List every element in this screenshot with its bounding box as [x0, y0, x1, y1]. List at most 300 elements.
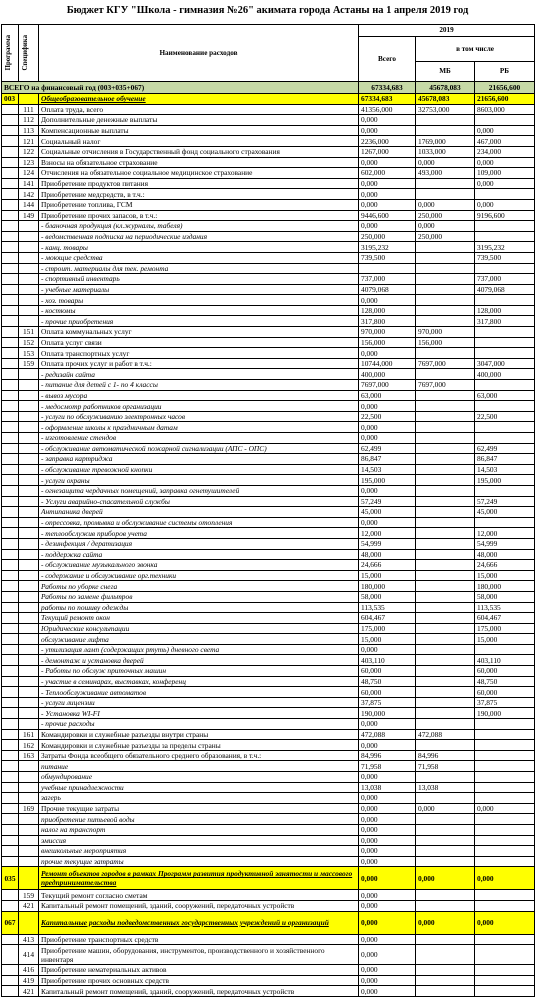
program-cell [2, 221, 19, 232]
name-cell: - дезинфекция / дератизация [39, 538, 359, 549]
name-cell: - Услуги аварийно-спасательной службы [39, 496, 359, 507]
mb-cell [416, 945, 475, 965]
total-cell: 48,750 [359, 676, 416, 687]
total-cell: 190,000 [359, 708, 416, 719]
mb-cell: 0,000 [416, 221, 475, 232]
total-cell: 0,000 [359, 125, 416, 136]
mb-cell [416, 986, 475, 997]
table-row [2, 911, 535, 934]
program-cell [2, 729, 19, 740]
total-cell: 63,000 [359, 390, 416, 401]
name-cell: Дополнительные денежные выплаты [39, 115, 359, 126]
rb-cell [475, 485, 535, 496]
rb-cell: 317,800 [475, 316, 535, 327]
total-cell: 317,800 [359, 316, 416, 327]
total-cell: 0,000 [359, 911, 416, 934]
specific-cell [19, 570, 39, 581]
total-cell: 0,000 [359, 890, 416, 901]
program-cell [2, 146, 19, 157]
mb-cell: 71,958 [416, 761, 475, 772]
table-row [2, 538, 535, 549]
name-cell: Приобретение нематериальных активов [39, 965, 359, 976]
specific-cell [19, 613, 39, 624]
rb-cell [475, 750, 535, 761]
specific-cell: 141 [19, 178, 39, 189]
rb-cell [475, 824, 535, 835]
program-cell [2, 507, 19, 518]
col-rb-header: РБ [475, 62, 535, 82]
program-cell [2, 740, 19, 751]
table-row [2, 900, 535, 911]
rb-cell: 0,000 [475, 199, 535, 210]
total-cell: 0,000 [359, 719, 416, 730]
total-cell: 0,000 [359, 178, 416, 189]
rb-cell [475, 337, 535, 348]
rb-cell: 45,000 [475, 507, 535, 518]
name-cell: Прочие текущие затраты [39, 803, 359, 814]
name-cell: работы по пошиву одежды [39, 602, 359, 613]
name-cell: - вывоз мусора [39, 390, 359, 401]
program-cell [2, 676, 19, 687]
mb-cell [416, 570, 475, 581]
mb-cell: 84,996 [416, 750, 475, 761]
total-cell: 400,000 [359, 369, 416, 380]
specific-cell: 421 [19, 986, 39, 997]
specific-cell [19, 443, 39, 454]
program-cell [2, 115, 19, 126]
table-row [2, 697, 535, 708]
table-row [2, 242, 535, 253]
name-cell: питание [39, 761, 359, 772]
name-cell: - канц. товары [39, 242, 359, 253]
total-cell: 58,000 [359, 591, 416, 602]
specific-cell [19, 517, 39, 528]
specific-cell [19, 719, 39, 730]
table-row [2, 772, 535, 783]
total-cell: 0,000 [359, 517, 416, 528]
rb-cell [475, 231, 535, 242]
table-row [2, 401, 535, 412]
program-cell [2, 856, 19, 867]
specific-cell [19, 623, 39, 634]
rb-cell [475, 401, 535, 412]
specific-cell: 112 [19, 115, 39, 126]
specific-cell [19, 496, 39, 507]
table-row [2, 846, 535, 857]
name-cell: - оформление школы к праздничным датам [39, 422, 359, 433]
table-row [2, 591, 535, 602]
specific-cell [19, 316, 39, 327]
name-cell: - участие в семинарах, выставках, конференц [39, 676, 359, 687]
table-row [2, 475, 535, 486]
table-row [2, 687, 535, 698]
program-cell [2, 835, 19, 846]
name-cell: Текущий ремонт согласно сметам [39, 890, 359, 901]
mb-cell [416, 284, 475, 295]
table-row [2, 252, 535, 263]
mb-cell [416, 613, 475, 624]
rb-cell [475, 729, 535, 740]
name-cell: Юридические консультации [39, 623, 359, 634]
name-cell: Социальные отчисления в Государственный фонд социального страхования [39, 146, 359, 157]
program-cell [2, 199, 19, 210]
program-cell [2, 104, 19, 115]
total-cell: 0,000 [359, 422, 416, 433]
table-row [2, 136, 535, 147]
program-cell [2, 369, 19, 380]
rb-cell [475, 189, 535, 200]
total-cell: 14,503 [359, 464, 416, 475]
rb-cell: 22,500 [475, 411, 535, 422]
name-cell: обслуживание лифта [39, 634, 359, 645]
table-row [2, 358, 535, 369]
summary-row [2, 82, 535, 94]
name-cell: Оплата труда, всего [39, 104, 359, 115]
rb-cell: 21656,600 [475, 94, 535, 105]
name-cell: - заправка картриджа [39, 454, 359, 465]
rb-cell: 180,000 [475, 581, 535, 592]
specific-cell: 161 [19, 729, 39, 740]
rb-cell [475, 433, 535, 444]
name-cell: Приобретение медсредств, в т.ч.: [39, 189, 359, 200]
total-cell: 472,088 [359, 729, 416, 740]
table-row [2, 274, 535, 285]
rb-cell [475, 263, 535, 274]
rb-cell: 113,535 [475, 602, 535, 613]
table-row [2, 602, 535, 613]
specific-cell [19, 634, 39, 645]
total-cell: 0,000 [359, 846, 416, 857]
specific-cell [19, 549, 39, 560]
name-cell: Взносы на обязательное страхование [39, 157, 359, 168]
table-row [2, 945, 535, 965]
specific-cell: 163 [19, 750, 39, 761]
mb-cell [416, 719, 475, 730]
total-cell: 0,000 [359, 867, 416, 890]
mb-cell [416, 411, 475, 422]
program-cell [2, 517, 19, 528]
total-cell: 67334,683 [359, 94, 416, 105]
specific-cell [19, 856, 39, 867]
program-cell [2, 125, 19, 136]
mb-cell [416, 975, 475, 986]
mb-cell: 32753,000 [416, 104, 475, 115]
specific-cell [19, 411, 39, 422]
rb-cell: 0,000 [475, 803, 535, 814]
table-row [2, 676, 535, 687]
program-cell [2, 975, 19, 986]
rb-cell [475, 115, 535, 126]
specific-cell [19, 221, 39, 232]
name-cell: Командировки и служебные разъезды за пределы страны [39, 740, 359, 751]
mb-cell [416, 538, 475, 549]
table-row [2, 814, 535, 825]
mb-cell: 0,000 [416, 867, 475, 890]
name-cell: Оплата коммунальных услуг [39, 327, 359, 338]
name-cell: Приобретение топлива, ГСМ [39, 199, 359, 210]
rb-cell [475, 965, 535, 976]
name-cell: Антипаника дверей [39, 507, 359, 518]
specific-cell [19, 867, 39, 890]
mb-cell [416, 496, 475, 507]
mb-cell [416, 793, 475, 804]
mb-cell [416, 454, 475, 465]
total-cell: 0,000 [359, 793, 416, 804]
specific-cell [19, 697, 39, 708]
mb-cell [416, 517, 475, 528]
specific-cell [19, 676, 39, 687]
name-cell: Приобретение прочих запасов, в т.ч.: [39, 210, 359, 221]
specific-cell [19, 94, 39, 105]
program-cell [2, 443, 19, 454]
rb-cell [475, 772, 535, 783]
rb-cell: 4079,068 [475, 284, 535, 295]
mb-cell [416, 274, 475, 285]
col-specific-header: Специфика [19, 25, 39, 82]
mb-cell [416, 549, 475, 560]
specific-cell: 416 [19, 965, 39, 976]
rb-cell: 3195,232 [475, 242, 535, 253]
mb-cell [416, 422, 475, 433]
program-cell [2, 934, 19, 945]
total-cell: 2236,000 [359, 136, 416, 147]
specific-cell: 121 [19, 136, 39, 147]
program-cell [2, 327, 19, 338]
program-cell [2, 348, 19, 359]
program-cell [2, 945, 19, 965]
total-cell: 175,000 [359, 623, 416, 634]
mb-cell [416, 965, 475, 976]
total-cell: 0,000 [359, 824, 416, 835]
program-cell [2, 189, 19, 200]
name-cell: - Работы по обслуж приточных машин [39, 666, 359, 677]
name-cell: Работы по уборке снега [39, 581, 359, 592]
total-cell: 128,000 [359, 305, 416, 316]
total-cell: 13,038 [359, 782, 416, 793]
name-cell: приобретение питьевой воды [39, 814, 359, 825]
specific-cell [19, 793, 39, 804]
budget-table [1, 24, 535, 997]
program-cell [2, 284, 19, 295]
table-row [2, 549, 535, 560]
mb-cell [416, 697, 475, 708]
total-cell: 0,000 [359, 772, 416, 783]
rb-cell [475, 986, 535, 997]
name-cell: - ведомственная подписка на периодические издания [39, 231, 359, 242]
specific-cell [19, 231, 39, 242]
total-cell: 250,000 [359, 231, 416, 242]
specific-cell: 113 [19, 125, 39, 136]
mb-cell: 1033,000 [416, 146, 475, 157]
total-cell: 0,000 [359, 401, 416, 412]
specific-cell [19, 782, 39, 793]
summary-rb: 21656,600 [475, 82, 535, 94]
mb-cell [416, 178, 475, 189]
rb-cell: 24,666 [475, 560, 535, 571]
total-cell: 41356,000 [359, 104, 416, 115]
table-row [2, 740, 535, 751]
mb-cell [416, 125, 475, 136]
total-cell: 0,000 [359, 199, 416, 210]
program-cell [2, 157, 19, 168]
program-cell [2, 358, 19, 369]
rb-cell: 0,000 [475, 157, 535, 168]
program-cell [2, 454, 19, 465]
mb-cell [416, 464, 475, 475]
total-cell: 0,000 [359, 644, 416, 655]
total-cell: 156,000 [359, 337, 416, 348]
mb-cell [416, 401, 475, 412]
total-cell: 737,000 [359, 274, 416, 285]
specific-cell [19, 305, 39, 316]
mb-cell [416, 687, 475, 698]
name-cell: обмундирование [39, 772, 359, 783]
name-cell: Приобретение машин, оборудования, инструментов, производственного и хозяйственного инвентаря [39, 945, 359, 965]
table-row [2, 965, 535, 976]
name-cell: - поддержка сайта [39, 549, 359, 560]
program-cell: 003 [2, 94, 19, 105]
mb-cell [416, 581, 475, 592]
name-cell: - услуги охраны [39, 475, 359, 486]
rb-cell: 54,999 [475, 538, 535, 549]
name-cell: Затраты Фонда всеобщего обязательного среднего образования, в т.ч.: [39, 750, 359, 761]
mb-cell: 0,000 [416, 911, 475, 934]
program-cell [2, 496, 19, 507]
summary-label: ВСЕГО на финансовый год (003+035+067) [2, 82, 359, 94]
mb-cell [416, 189, 475, 200]
mb-cell: 493,000 [416, 168, 475, 179]
program-cell [2, 337, 19, 348]
program-cell [2, 890, 19, 901]
name-cell: Капитальные расходы подведомственных государственных учреждений и организаций [39, 911, 359, 934]
mb-cell [416, 890, 475, 901]
name-cell: налог на транспорт [39, 824, 359, 835]
name-cell: - хоз. товары [39, 295, 359, 306]
table-row [2, 189, 535, 200]
program-cell [2, 750, 19, 761]
rb-cell [475, 782, 535, 793]
total-cell: 9446,600 [359, 210, 416, 221]
table-row [2, 316, 535, 327]
program-cell [2, 422, 19, 433]
program-cell [2, 390, 19, 401]
name-cell: - костюмы [39, 305, 359, 316]
rb-cell: 3047,000 [475, 358, 535, 369]
program-cell [2, 761, 19, 772]
rb-cell [475, 761, 535, 772]
table-row [2, 178, 535, 189]
total-cell: 62,499 [359, 443, 416, 454]
program-cell [2, 401, 19, 412]
year-header: 2019 [359, 25, 535, 37]
rb-cell [475, 740, 535, 751]
program-cell [2, 634, 19, 645]
rb-cell: 62,499 [475, 443, 535, 454]
rb-cell: 15,000 [475, 570, 535, 581]
col-total-header: Всего [359, 37, 416, 82]
name-cell: Оплата услуг связи [39, 337, 359, 348]
total-cell: 0,000 [359, 740, 416, 751]
total-cell: 22,500 [359, 411, 416, 422]
name-cell: Текущий ремонт окон [39, 613, 359, 624]
table-row [2, 369, 535, 380]
total-cell: 0,000 [359, 856, 416, 867]
program-cell [2, 613, 19, 624]
total-cell: 0,000 [359, 157, 416, 168]
rb-cell [475, 517, 535, 528]
table-row [2, 115, 535, 126]
name-cell: - редизайн сайта [39, 369, 359, 380]
mb-cell: 45678,083 [416, 94, 475, 105]
table-row [2, 655, 535, 666]
specific-cell [19, 602, 39, 613]
total-cell: 45,000 [359, 507, 416, 518]
program-cell [2, 581, 19, 592]
name-cell: Оплата прочих услуг и работ в т.ч.: [39, 358, 359, 369]
specific-cell: 162 [19, 740, 39, 751]
specific-cell [19, 369, 39, 380]
mb-cell [416, 814, 475, 825]
specific-cell: 122 [19, 146, 39, 157]
total-cell: 403,110 [359, 655, 416, 666]
table-row [2, 613, 535, 624]
table-row [2, 411, 535, 422]
total-cell: 0,000 [359, 115, 416, 126]
total-cell: 0,000 [359, 803, 416, 814]
mb-cell [416, 835, 475, 846]
program-cell [2, 464, 19, 475]
program-cell [2, 485, 19, 496]
specific-cell: 419 [19, 975, 39, 986]
program-cell [2, 528, 19, 539]
table-row [2, 750, 535, 761]
table-row [2, 168, 535, 179]
table-row [2, 284, 535, 295]
total-cell: 0,000 [359, 900, 416, 911]
program-cell [2, 136, 19, 147]
mb-cell [416, 644, 475, 655]
mb-cell [416, 348, 475, 359]
table-row [2, 422, 535, 433]
rb-cell [475, 295, 535, 306]
total-cell: 48,000 [359, 549, 416, 560]
program-cell [2, 623, 19, 634]
mb-cell: 0,000 [416, 199, 475, 210]
rb-cell [475, 348, 535, 359]
table-row [2, 125, 535, 136]
specific-cell [19, 772, 39, 783]
rb-cell: 60,000 [475, 666, 535, 677]
program-cell [2, 168, 19, 179]
mb-cell: 7697,000 [416, 358, 475, 369]
rb-cell [475, 327, 535, 338]
rb-cell: 15,000 [475, 634, 535, 645]
name-cell: - демонтаж и установка дверей [39, 655, 359, 666]
name-cell: Работы по замене фильтров [39, 591, 359, 602]
total-cell: 113,535 [359, 602, 416, 613]
table-row [2, 856, 535, 867]
name-cell: - спортивный инвентарь [39, 274, 359, 285]
specific-cell [19, 911, 39, 934]
name-cell: прочие текущие затраты [39, 856, 359, 867]
col-program-header: Программа [2, 25, 19, 82]
program-cell [2, 814, 19, 825]
program-cell [2, 655, 19, 666]
name-cell: - Теплообслуживание автоматов [39, 687, 359, 698]
specific-cell [19, 560, 39, 571]
name-cell: учебные принадлежности [39, 782, 359, 793]
total-cell: 15,000 [359, 634, 416, 645]
